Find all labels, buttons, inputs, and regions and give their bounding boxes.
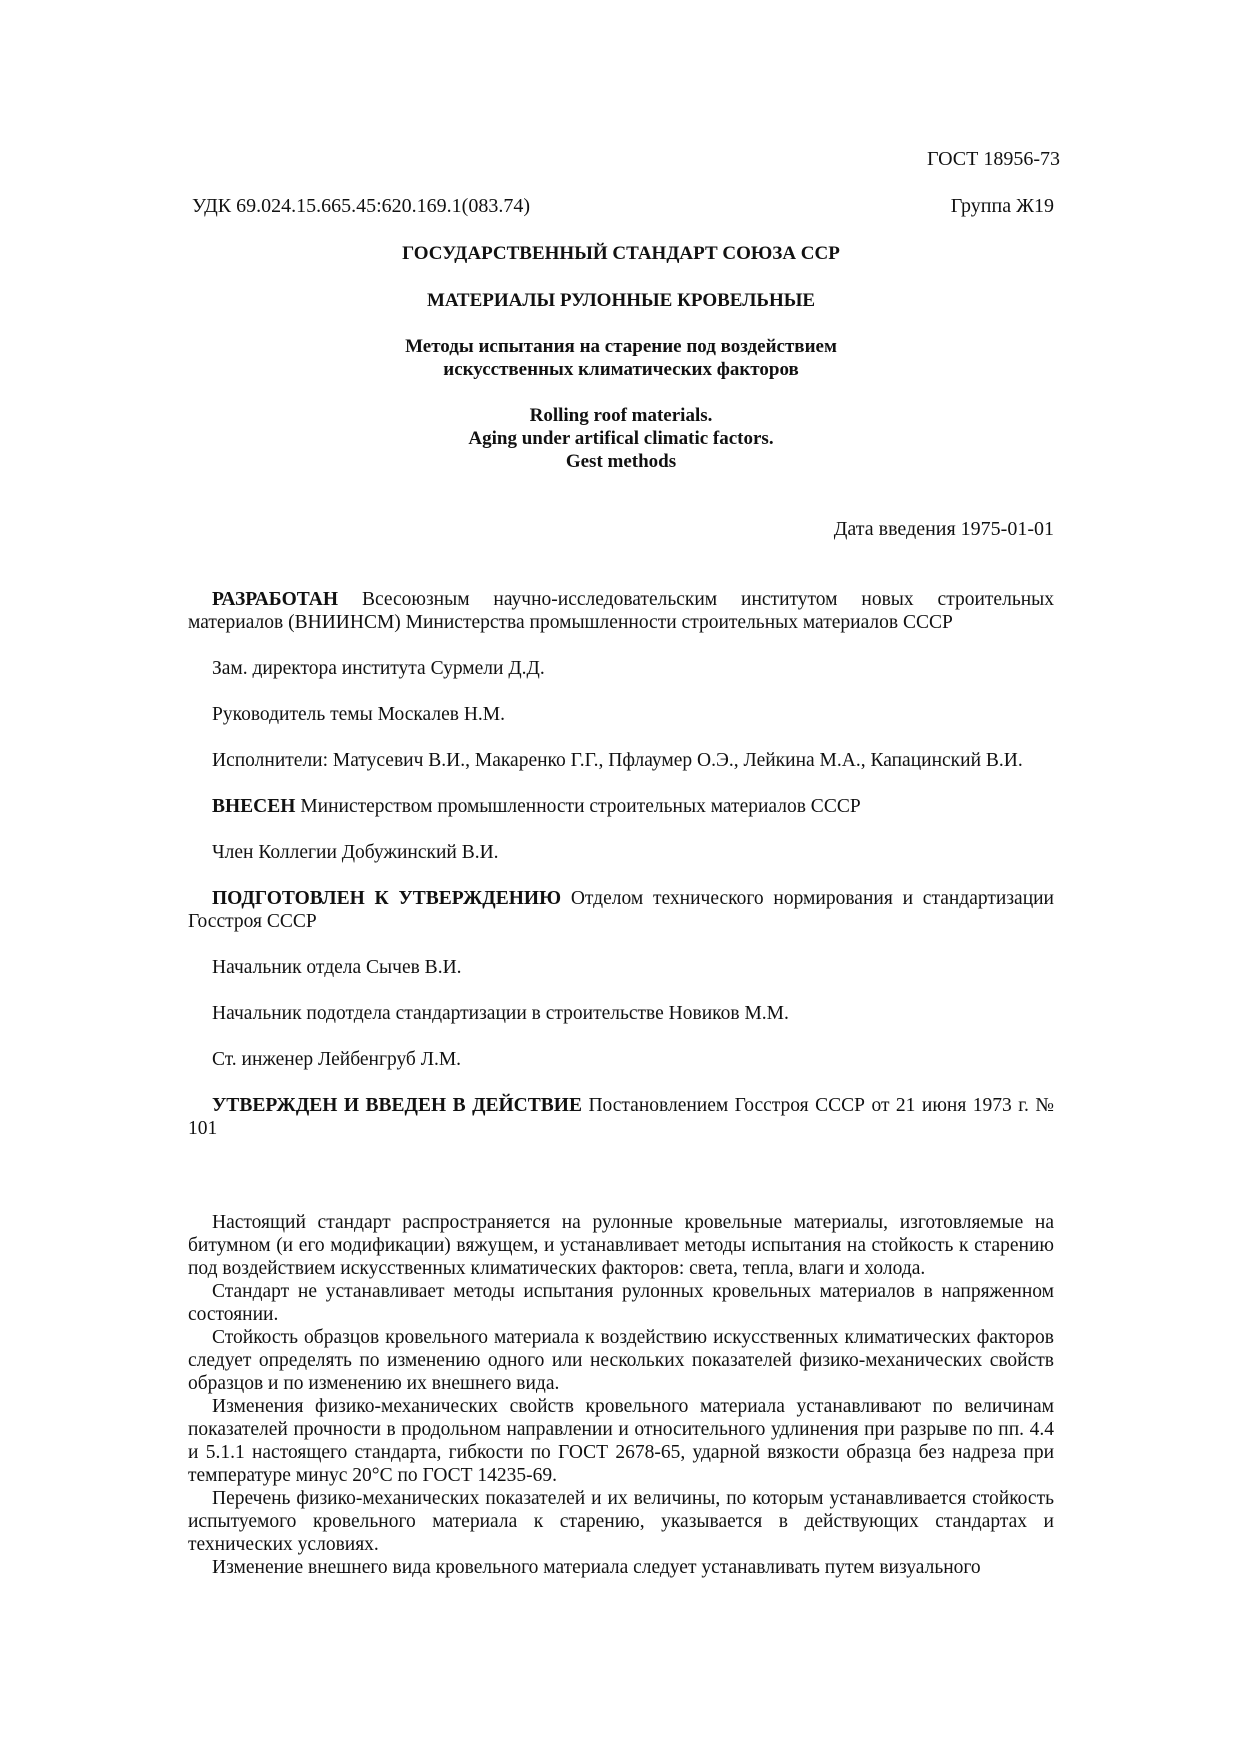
main-paragraph: Стойкость образцов кровельного материала к воздействию искусственных климатических факторов следует определять по изменению одного или нескольких показателей физико-механических свойств образцов и по изменению их внешнего вида. xyxy=(188,1327,1054,1394)
methods-line-2: искусственных климатических факторов xyxy=(443,359,799,380)
methods-line-1: Методы испытания на старение под воздействием xyxy=(405,336,837,357)
developed-paragraph xyxy=(188,588,1054,634)
subdept-head-line: Начальник подотдела стандартизации в строительстве Новиков М.М. xyxy=(212,1003,789,1024)
credits-section xyxy=(188,588,1054,1163)
methods-heading xyxy=(188,335,1054,381)
english-line-3: Gest methods xyxy=(565,451,677,472)
state-standard-text: ГОСУДАРСТВЕННЫЙ СТАНДАРТ СОЮЗА ССР xyxy=(402,243,840,264)
main-text-section xyxy=(188,1211,1054,1579)
date-of-introduction: Дата введения 1975-01-01 xyxy=(833,518,1054,540)
deputy-director-line: Зам. директора института Сурмели Д.Д. xyxy=(212,658,545,679)
developed-label: РАЗРАБОТАН xyxy=(212,589,339,610)
prepared-text: Отделом технического нормирования и стандартизации Госстроя СССР xyxy=(188,888,1054,932)
senior-engineer-line: Ст. инженер Лейбенгруб Л.М. xyxy=(212,1049,462,1070)
approved-paragraph xyxy=(188,1094,1054,1140)
executors-line: Исполнители: Матусевич В.И., Макаренко Г.Г., Пфлаумер О.Э., Лейкина М.А., Капацинский В.И. xyxy=(212,750,1023,771)
main-paragraph: Изменение внешнего вида кровельного материала следует устанавливать путем визуального xyxy=(212,1557,981,1578)
materials-text: МАТЕРИАЛЫ РУЛОННЫЕ КРОВЕЛЬНЫЕ xyxy=(426,290,816,311)
state-standard-heading xyxy=(188,242,1054,265)
board-member-line: Член Коллегии Добужинский В.И. xyxy=(212,842,499,863)
english-line-2: Aging under artifical climatic factors. xyxy=(468,428,774,449)
introduced-paragraph xyxy=(188,795,1054,818)
udk-code: УДК 69.024.15.665.45:620.169.1(083.74) xyxy=(192,195,530,217)
group-code: Группа Ж19 xyxy=(950,195,1054,217)
prepared-paragraph xyxy=(188,887,1054,933)
approved-text: Постановлением Госстроя СССР от 21 июня 1973 г. № 101 xyxy=(188,1095,1055,1139)
dept-head-line: Начальник отдела Сычев В.И. xyxy=(212,957,462,978)
topic-head-line: Руководитель темы Москалев Н.М. xyxy=(212,704,506,725)
main-paragraph: Изменения физико-механических свойств кровельного материала устанавливают по величинам показателей прочности в продольном направлении и относительного удлинения при разрыве по пп. 4.4 и 5.1.1 настоящего стандарта, гибкости по ГОСТ 2678-65, ударной вязкости образца без надреза при температуре минус 20°С по ГОСТ 14235-69. xyxy=(188,1396,1054,1486)
main-paragraph: Настоящий стандарт распространяется на рулонные кровельные материалы, изготовляемые на битумном (и его модификации) вяжущем, и устанавливает методы испытания на стойкость к старению под воздействием искусственных климатических факторов: света, тепла, влаги и холода. xyxy=(188,1212,1054,1279)
introduced-label: ВНЕСЕН xyxy=(212,796,296,817)
main-paragraph: Перечень физико-механических показателей и их величины, по которым устанавливается стойкость испытуемого кровельного материала к старению, указывается в действующих стандартах и технических условиях. xyxy=(188,1488,1054,1555)
approved-label: УТВЕРЖДЕН И ВВЕДЕН В ДЕЙСТВИЕ xyxy=(212,1095,582,1116)
materials-heading xyxy=(188,289,1054,312)
gost-code: ГОСТ 18956-73 xyxy=(927,148,1060,170)
developed-text: Всесоюзным научно-исследовательским институтом новых строительных материалов (ВНИИНСМ) Министерства промышленности строительных материалов СССР xyxy=(188,589,1054,633)
main-paragraph: Стандарт не устанавливает методы испытания рулонных кровельных материалов в напряженном состоянии. xyxy=(188,1281,1054,1325)
prepared-label: ПОДГОТОВЛЕН К УТВЕРЖДЕНИЮ xyxy=(212,888,562,909)
english-title xyxy=(188,404,1054,473)
english-line-1: Rolling roof materials. xyxy=(529,405,713,426)
introduced-text: Министерством промышленности строительных материалов СССР xyxy=(300,796,861,817)
